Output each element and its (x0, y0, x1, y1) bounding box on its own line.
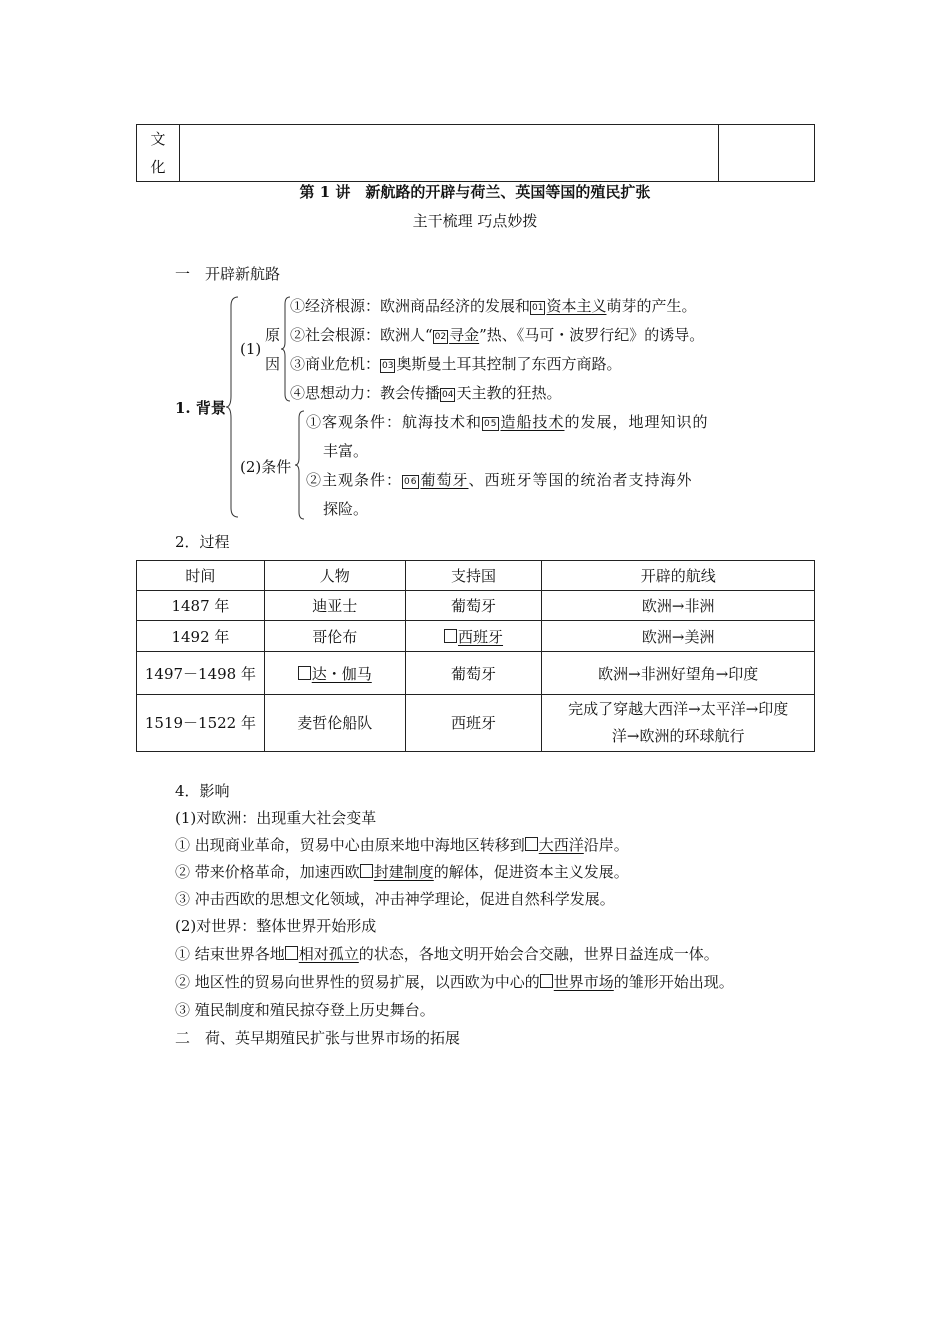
table-row (137, 652, 815, 695)
impact-label: 4．影响 (175, 782, 230, 800)
europe-item-3: ③ 冲击西欧的思想文化领域，冲击神学理论，促进自然科学发展。 (175, 890, 615, 908)
cell-country: 西班牙 (405, 695, 542, 752)
keyword: 葡萄牙 (420, 471, 469, 489)
lesson-subtitle: 主干梳理 巧点妙拨 (412, 212, 538, 230)
cell-time: 1492 年 (137, 621, 265, 652)
cause-item-2: ②社会根源：欧洲人“ 02 寻金”热、《马可・波罗行纪》的诱导。 (290, 326, 705, 344)
lesson-title: 第 1 讲 新航路的开辟与荷兰、英国等国的殖民扩张 (299, 183, 651, 201)
blank-box-icon (285, 946, 298, 960)
cell-country: 葡萄牙 (405, 652, 542, 695)
culture-cell-line1: 文 (150, 130, 166, 148)
header-country: 支持国 (405, 561, 542, 591)
cell-country: 西班牙 (405, 621, 542, 652)
header-route: 开辟的航线 (542, 561, 815, 591)
condition-item-1-cont: 丰富。 (323, 442, 369, 460)
blank-box-icon (525, 837, 538, 851)
europe-item-2: ② 带来价格革命，加速西欧 封建制度的解体，促进资本主义发展。 (175, 863, 629, 881)
process-table (136, 560, 815, 752)
world-item-2: ② 地区性的贸易向世界性的贸易扩展，以西欧为中心的 世界市场的雏形开始出现。 (175, 973, 734, 991)
group1-label: (1) (240, 340, 262, 358)
main-brace-icon (226, 296, 240, 518)
cause-item-1: ①经济根源：欧洲商品经济的发展和 01 资本主义萌芽的产生。 (290, 297, 697, 315)
cell-time: 1519－1522 年 (137, 695, 265, 752)
blank-box-icon (360, 864, 373, 878)
table-row (137, 591, 815, 621)
table-row (137, 695, 815, 752)
cell-route: 欧洲→非洲 (542, 591, 815, 621)
group2-label: (2)条件 (240, 458, 292, 476)
blank-box-icon (540, 974, 553, 988)
europe-item-1: ① 出现商业革命，贸易中心由原来地中海地区转移到 大西洋沿岸。 (175, 836, 629, 854)
header-time: 时间 (137, 561, 265, 591)
table-divider (718, 125, 719, 181)
condition-brace-icon (295, 410, 305, 520)
section2-heading: 二 荷、英早期殖民扩张与世界市场的拓展 (175, 1029, 461, 1047)
condition-item-2: ②主观条件： 06 葡萄牙、西班牙等国的统治者支持海外 (306, 471, 693, 489)
condition-item-1: ①客观条件：航海技术和 05 造船技术的发展，地理知识的 (306, 413, 709, 431)
cell-person: 达・伽马 (264, 652, 405, 695)
process-label: 2．过程 (175, 533, 230, 551)
cell-route: 完成了穿越大西洋→太平洋→印度 洋→欧洲的环球航行 (542, 695, 815, 752)
cell-route: 欧洲→非洲好望角→印度 (542, 652, 815, 695)
table-header-row (137, 561, 815, 591)
keyword: 资本主义 (546, 297, 607, 315)
cell-person: 迪亚士 (264, 591, 405, 621)
cell-person: 麦哲伦船队 (264, 695, 405, 752)
condition-item-2-cont: 探险。 (323, 500, 369, 518)
blank-box-icon (444, 629, 457, 643)
europe-heading: (1)对欧洲：出现重大社会变革 (175, 809, 377, 827)
cell-time: 1497－1498 年 (137, 652, 265, 695)
cell-route: 欧洲→美洲 (542, 621, 815, 652)
world-item-3: ③ 殖民制度和殖民掠夺登上历史舞台。 (175, 1001, 435, 1019)
cause-item-4: ④思想动力：教会传播 04 天主教的狂热。 (290, 384, 562, 402)
top-table-fragment (136, 124, 815, 182)
cell-person: 哥伦布 (264, 621, 405, 652)
cell-time: 1487 年 (137, 591, 265, 621)
cell-country: 葡萄牙 (405, 591, 542, 621)
world-heading: (2)对世界：整体世界开始形成 (175, 917, 377, 935)
section1-heading: 一 开辟新航路 (175, 265, 281, 283)
header-person: 人物 (264, 561, 405, 591)
group1-char2: 因 (265, 355, 281, 373)
table-row (137, 621, 815, 652)
keyword: 造船技术 (500, 413, 565, 431)
background-label: 1. 背景 (175, 399, 226, 417)
blank-box-icon (298, 666, 311, 680)
group1-char1: 原 (265, 326, 281, 344)
keyword: 寻金 (449, 326, 480, 344)
keyword: 天主教 (456, 384, 502, 402)
world-item-1: ① 结束世界各地 相对孤立的状态，各地文明开始会合交融，世界日益连成一体。 (175, 945, 719, 963)
keyword: 奥斯曼土耳其 (396, 355, 487, 373)
culture-cell (137, 125, 180, 181)
culture-cell-line2: 化 (150, 158, 166, 176)
cause-item-3: ③商业危机： 03 奥斯曼土耳其控制了东西方商路。 (290, 355, 622, 373)
